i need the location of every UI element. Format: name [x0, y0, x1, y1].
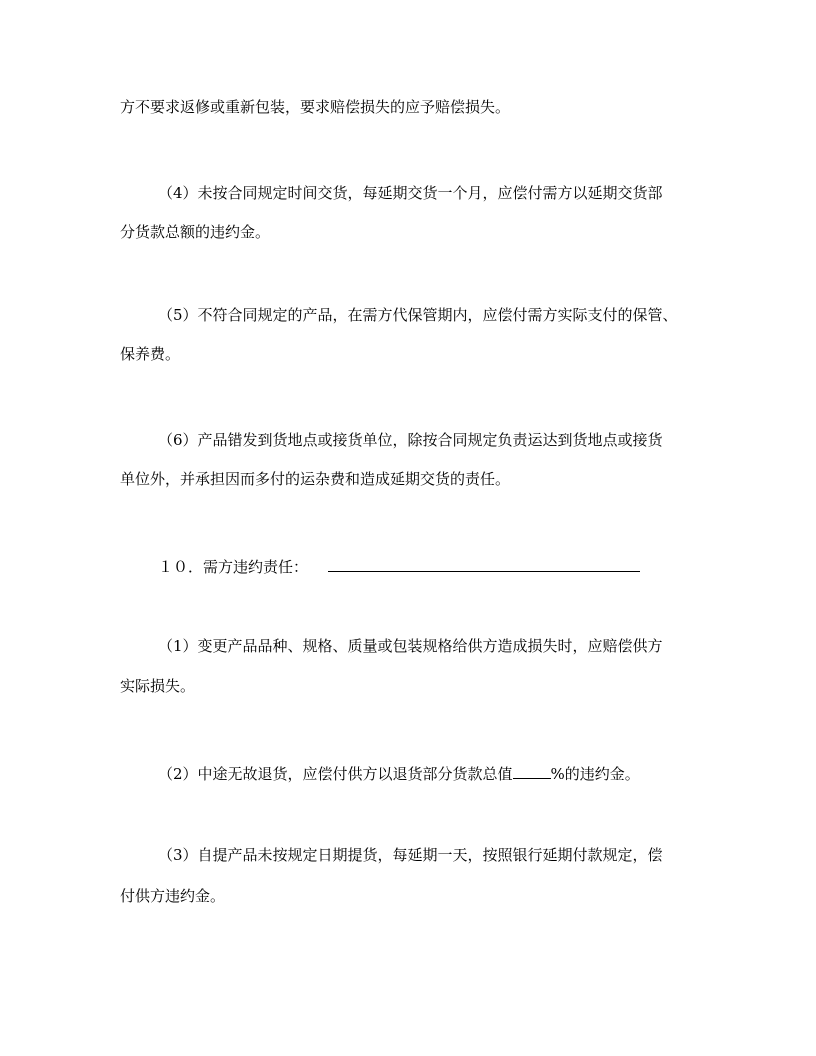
buyer-clause-3-line-1: （3）自提产品未按规定日期提货，每延期一天，按照银行延期付款规定，偿 — [158, 846, 663, 864]
buyer-clause-3-line-2: 付供方违约金。 — [120, 887, 226, 905]
penalty-percent-blank-field[interactable] — [513, 762, 551, 779]
buyer-clause-2-text-before: （2）中途无故退货，应偿付供方以退货部分货款总值 — [158, 765, 513, 783]
buyer-clause-1-line-1: （1）变更产品品种、规格、质量或包装规格给供方造成损失时，应赔偿供方 — [158, 637, 663, 655]
clause-5-line-1: （5）不符合同规定的产品，在需方代保管期内，应偿付需方实际支付的保管、 — [158, 306, 678, 324]
clause-6-line-1: （6）产品错发到货地点或接货单位，除按合同规定负责运达到货地点或接货 — [158, 431, 663, 449]
buyer-clause-2-text-after: %的违约金。 — [550, 765, 640, 783]
section-10-heading-line — [158, 555, 700, 577]
buyer-clause-2-line — [158, 762, 700, 784]
buyer-clause-1-line-2: 实际损失。 — [120, 677, 196, 695]
section-10-blank-field[interactable] — [328, 555, 640, 572]
clause-5-line-2: 保养费。 — [120, 345, 181, 363]
paragraph-continuation: 方不要求返修或重新包装，要求赔偿损失的应予赔偿损失。 — [120, 98, 511, 116]
clause-4-line-1: （4）未按合同规定时间交货，每延期交货一个月，应偿付需方以延期交货部 — [158, 184, 663, 202]
section-10-heading: １０．需方违约责任： — [158, 558, 309, 576]
clause-6-line-2: 单位外，并承担因而多付的运杂费和造成延期交货的责任。 — [120, 470, 511, 488]
clause-4-line-2: 分货款总额的违约金。 — [120, 223, 271, 241]
